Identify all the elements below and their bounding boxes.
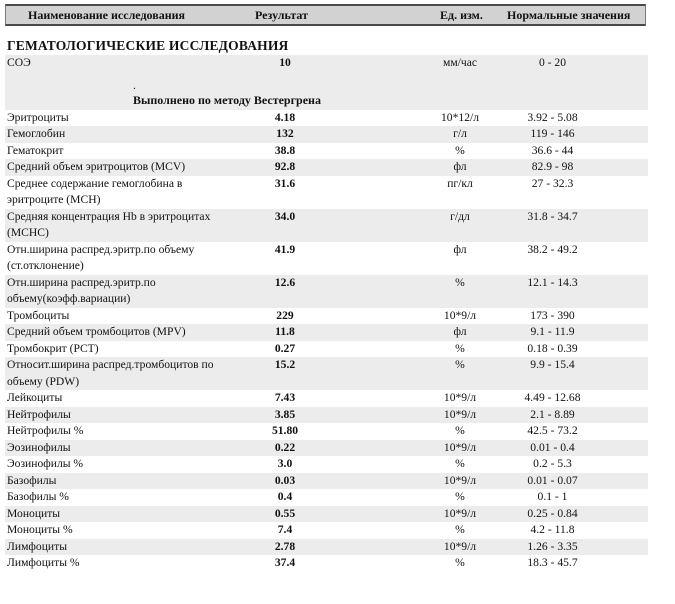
normal-range-cell: 42.5 - 73.2 [527,424,578,437]
column-header-result: Результат [255,8,309,22]
unit-cell: 10*9/л [443,440,477,454]
normal-range-cell: 18.3 - 45.7 [527,556,578,569]
normal-range-cell: 36.6 - 44 [531,143,574,157]
test-name-cell: Средняя концентрация Hb в эритроцитах (MCHC) [7,209,211,239]
table-row [5,209,648,242]
table-row [5,555,648,572]
table-row [5,440,648,457]
column-header-test-name: Наименование исследования [28,8,186,22]
normal-range-cell: 9.9 - 15.4 [530,358,575,371]
test-name-cell: Среднее содержание гемоглобина в эритроците (MCH) [7,176,183,206]
normal-range-cell: 12.1 - 14.3 [527,275,578,289]
test-name-cell: Эритроциты [7,110,69,124]
result-cell: 92.8 [274,160,296,173]
normal-range-cell: 0.2 - 5.3 [533,457,572,470]
test-name-cell: Отн.ширина распред.эритр.по объему (ст.отклонение) [7,242,195,272]
result-cell: 11.8 [275,325,295,338]
unit-cell: % [455,556,465,569]
normal-range-cell: 0.01 - 0.4 [530,440,575,454]
unit-cell: пг/кл [447,176,473,190]
unit-cell: % [455,424,465,437]
table-row [5,159,648,176]
table-row [5,489,648,506]
normal-range-cell: 3.92 - 5.08 [527,110,578,124]
unit-cell: % [455,523,465,536]
column-header-unit: Ед. изм. [440,8,483,22]
table-row [5,324,648,341]
normal-range-cell: 82.9 - 98 [531,160,574,173]
result-cell: 37.4 [274,556,296,569]
result-cell: 0.55 [274,506,296,520]
unit-cell: г/л [453,127,467,140]
test-name-cell: Отн.ширина распред.эритр.по объему(коэфф.вариации) [7,275,156,305]
table-row [5,390,648,407]
test-name-cell: Нейтрофилы [7,407,71,421]
table-row [5,126,648,143]
test-name-cell: Средний объем эритроцитов (MCV) [7,160,186,173]
section-title: ГЕМАТОЛОГИЧЕСКИЕ ИССЛЕДОВАНИЯ [7,38,289,53]
normal-range-cell: 4.2 - 11.8 [530,523,575,536]
column-header-normal-range: Нормальные значения [507,8,631,22]
result-cell: 2.78 [274,539,296,553]
unit-cell: 10*9/л [443,506,477,520]
test-name-cell: Тромбокрит (PCT) [7,341,99,355]
test-name-cell: Тромбоциты [7,308,70,322]
table-row [5,242,648,275]
table-row [5,539,648,556]
result-cell: 132 [276,127,294,140]
test-name-cell: СОЭ [7,56,31,69]
table-row [5,522,648,539]
result-cell: 0.03 [274,473,296,487]
unit-cell: 10*9/л [443,308,477,322]
result-cell: 41.9 [274,242,296,256]
normal-range-cell: 0.25 - 0.84 [527,506,578,520]
result-cell: 0.27 [274,341,296,355]
table-row [5,423,648,440]
table-row [5,407,648,424]
normal-range-cell: 1.26 - 3.35 [527,539,578,553]
unit-cell: г/дл [450,209,470,223]
unit-cell: % [455,143,465,157]
table-row [5,275,648,308]
table-row [5,110,648,127]
result-cell: 7.4 [277,523,293,536]
result-cell: 38.8 [274,143,296,157]
unit-cell: % [455,490,465,503]
unit-cell: % [455,275,465,289]
normal-range-cell: 0.18 - 0.39 [527,341,578,355]
table-row [5,143,648,160]
table-row [5,473,648,490]
test-name-cell: Базофилы [7,473,57,487]
result-cell: 7.43 [274,391,296,404]
result-cell: 51.80 [271,424,299,437]
test-name-cell: Лимфоциты [7,539,67,553]
normal-range-cell: 4.49 - 12.68 [524,391,581,404]
row-note: Выполнено по методу Вестергрена [133,92,321,107]
test-name-cell: Лимфоциты % [7,556,80,569]
unit-cell: фл [453,242,467,256]
normal-range-cell: 0.01 - 0.07 [527,473,578,487]
test-name-cell: Базофилы % [7,490,69,503]
table-row [5,308,648,325]
result-cell: 12.6 [274,275,296,289]
unit-cell: 10*9/л [443,539,477,553]
unit-cell: фл [453,325,467,338]
result-cell: 4.18 [274,110,296,124]
unit-cell: 10*9/л [443,391,477,404]
unit-cell: 10*9/л [443,407,477,421]
unit-cell: % [455,457,465,470]
table-row [5,341,648,358]
unit-cell: 10*12/л [441,110,479,124]
normal-range-cell: 119 - 146 [530,127,575,140]
result-cell: 3.85 [274,407,296,421]
test-name-cell: Гемоглобин [7,127,66,140]
test-name-cell: Моноциты [7,506,61,520]
test-name-cell: Лейкоциты [7,391,63,404]
unit-cell: мм/час [442,56,478,69]
result-cell: 3.0 [277,457,293,470]
result-cell: 15.2 [274,358,296,371]
result-cell: 229 [276,308,294,322]
table-row [5,456,648,473]
table-row [5,506,648,523]
table-row [5,357,648,390]
table-header-row [5,4,646,26]
unit-cell: % [455,358,465,371]
normal-range-cell: 9.1 - 11.9 [530,325,575,338]
unit-cell: % [455,341,465,355]
table-row [5,55,648,110]
test-name-cell: Нейтрофилы % [7,424,84,437]
test-name-cell: Эозинофилы % [7,457,84,470]
result-cell: 0.4 [277,490,293,503]
table-row [5,176,648,209]
test-name-cell: Средний объем тромбоцитов (MPV) [7,325,186,338]
normal-range-cell: 31.8 - 34.7 [527,209,578,223]
result-cell: 10 [279,56,291,69]
normal-range-cell: 0.1 - 1 [537,490,568,503]
result-cell: 0.22 [274,440,296,454]
unit-cell: фл [453,160,467,173]
normal-range-cell: 173 - 390 [530,308,575,322]
result-cell: 34.0 [274,209,296,223]
normal-range-cell: 0 - 20 [538,56,567,69]
test-name-cell: Относит.ширина распред.тромбоцитов по объему (PDW) [7,358,214,388]
result-cell: 31.6 [274,176,296,190]
normal-range-cell: 38.2 - 49.2 [527,242,578,256]
results-table-body [5,55,648,572]
unit-cell: 10*9/л [443,473,477,487]
normal-range-cell: 27 - 32.3 [531,176,574,190]
test-name-cell: Моноциты % [7,523,73,536]
test-name-cell: Гематокрит [7,143,64,157]
row-note: . [133,78,136,92]
test-name-cell: Эозинофилы [7,440,71,454]
normal-range-cell: 2.1 - 8.89 [530,407,575,421]
